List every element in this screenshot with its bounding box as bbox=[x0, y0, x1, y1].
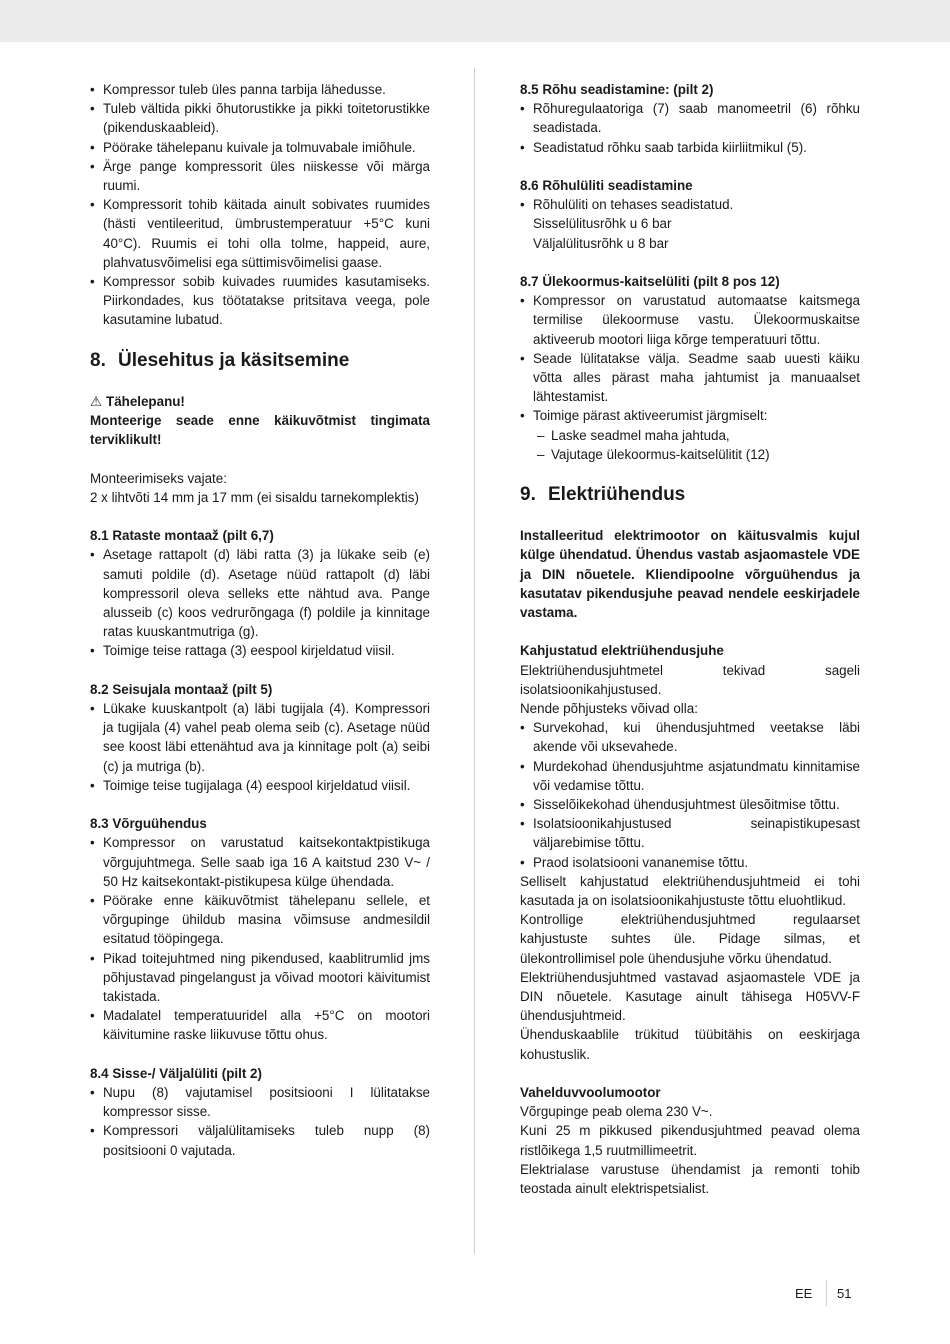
list-item: • Tuleb vältida pikki õhutorustikke ja pikki toitetorustikke (pikenduskaableid). bbox=[90, 99, 430, 137]
section-title: Ülesehitus ja käsitsemine bbox=[118, 349, 350, 371]
list-item: • Pikad toitejuhtmed ning pikendused, kaablitrumlid jms põhjustavad pingelangust ja võivad mootori käivitumist takistada. bbox=[90, 949, 430, 1007]
subsection-title: Vahelduvvoolumootor bbox=[520, 1085, 661, 1101]
list-item: • Seade lülitatakse välja. Seadme saab uuesti käiku võtta alles pärast maha jahtumist ja manuaalset lähtestamist. bbox=[520, 349, 860, 407]
list-item: • Seadistatud rõhku saab tarbida kiirliitmikul (5). bbox=[520, 138, 860, 157]
section-number: 9. bbox=[520, 484, 536, 506]
subsection-title: 8.7 Ülekoormus-kaitselüliti (pilt 8 pos 12) bbox=[520, 274, 780, 289]
list-item: • Sisselõikekohad ühendusjuhtmest ülesõitmise tõttu. bbox=[520, 795, 860, 814]
tools-label: Monteerimiseks vajate: bbox=[90, 470, 227, 486]
section-8-2 bbox=[90, 680, 430, 795]
list-item: • Lükake kuuskantpolt (a) läbi tugijala (4). Kompressori ja tugijala (4) vahel peab olema seib (c). Asetage nüüd see koost läbi ettenähtud ava ja kinnitage polt (a) seibi (c) ja mutriga (b). bbox=[90, 699, 430, 776]
paragraph: Võrgupinge peab olema 230 V~. bbox=[520, 1104, 713, 1120]
section-number: 8. bbox=[90, 349, 106, 371]
section-8-heading bbox=[90, 349, 430, 373]
subsection-title: 8.4 Sisse-/ Väljalüliti (pilt 2) bbox=[90, 1065, 262, 1081]
list-item: • Praod isolatsiooni vananemise tõttu. bbox=[520, 853, 860, 872]
list-item: • Survekohad, kui ühendusjuhtmed veetakse läbi akende või uksevahede. bbox=[520, 718, 860, 756]
list-item: – Laske seadmel maha jahtuda, bbox=[520, 426, 860, 445]
list-item: • Kompressor on varustatud automaatse kaitsmega termilise ülekoormuse vastu. Ülekoormuskaitse aktiveerub mootori liiga kõrge temperatuuri tõttu. bbox=[520, 291, 860, 349]
list-item: • Nupu (8) vajutamisel positsiooni I lülitatakse kompressor sisse. bbox=[90, 1083, 430, 1121]
intro-bullet-list bbox=[90, 80, 430, 330]
list-item: • Rõhulüliti on tehases seadistatud. bbox=[520, 195, 860, 214]
warning-block bbox=[90, 392, 430, 450]
column-divider bbox=[474, 68, 475, 1254]
paragraph: Kontrollige elektriühendusjuhtmed regulaarset kahjustuste suhtes üle. Pidage silmas, et ülekontrollimisel pole ühendusjuhe võrku ühendatud. bbox=[520, 912, 860, 966]
tools-block bbox=[90, 469, 430, 507]
footer-language: EE bbox=[795, 1286, 813, 1301]
subsection-title: 8.6 Rõhulüliti seadistamine bbox=[520, 178, 693, 193]
section-8-5 bbox=[520, 80, 860, 157]
list-item: • Kompressorit tohib käitada ainult sobivates ruumides (hästi ventileeritud, ümbrustemperatuur +5°C kuni 40°C). Ruumis ei tohi olla tolme, happeid, aure, plahvatusvõimelisi ega süttimisvõimelisi gaase. bbox=[90, 195, 430, 272]
list-item: • Kompressori väljalülitamiseks tuleb nupp (8) positsiooni 0 vajutada. bbox=[90, 1121, 430, 1159]
right-column bbox=[520, 80, 860, 1198]
paragraph: Elektriühendusjuhtmetel tekivad sageli isolatsioonikahjustused. bbox=[520, 662, 860, 697]
list-item: • Toimige teise tugijalaga (4) eespool kirjeldatud viisil. bbox=[90, 776, 430, 795]
warning-triangle-icon: ⚠ bbox=[90, 393, 103, 409]
section-8-6 bbox=[520, 176, 860, 253]
paragraph: Elektriühendusjuhtmed vastavad asjaomastele VDE ja DIN nõuetele. Kasutage ainult tähisega H05VV-F ühendusjuhtmeid. bbox=[520, 969, 860, 1024]
list-item: • Rõhuregulaatoriga (7) saab manomeetril (6) rõhku seadistada. bbox=[520, 99, 860, 137]
section-8-1 bbox=[90, 526, 430, 660]
section-8-7 bbox=[520, 272, 860, 464]
section-title: Elektriühendus bbox=[548, 484, 686, 506]
warning-text: Monteerige seade enne käikuvõtmist tingimata terviklikult! bbox=[90, 413, 430, 448]
list-item: • Kompressor tuleb üles panna tarbija lähedusse. bbox=[90, 80, 430, 99]
damaged-cable-section bbox=[520, 641, 860, 1063]
subsection-title: 8.1 Rataste montaaž (pilt 6,7) bbox=[90, 528, 274, 544]
paragraph: Selliselt kahjustatud elektriühendusjuhtmeid ei tohi kasutada ja on isolatsioonikahjustuste tõttu eluohtlikud. bbox=[520, 873, 860, 909]
list-item: • Asetage rattapolt (d) läbi ratta (3) ja lükake seib (e) samuti poldile (d). Asetage nüüd rattapolt (d) läbi kompressoril oleva selleks ette nähtud ava. Pange alusseib (c) koos vedrurõngaga (f) poldile ja kinnitage ratas kuuskantmutriga (g). bbox=[90, 545, 430, 641]
warning-title: ⚠ Tähelepanu! bbox=[90, 392, 430, 411]
paragraph: Nende põhjusteks võivad olla: bbox=[520, 701, 698, 717]
list-item: • Pöörake tähelepanu kuivale ja tolmuvabale imiõhule. bbox=[90, 138, 430, 157]
list-item: • Ärge pange kompressorit üles niiskesse või märga ruumi. bbox=[90, 157, 430, 195]
paragraph: Kuni 25 m pikkused pikendusjuhtmed peavad olema ristlõikega 1,5 ruutmillimeetrit. bbox=[520, 1123, 860, 1158]
subsection-title: 8.2 Seisujala montaaž (pilt 5) bbox=[90, 681, 273, 697]
section-9-intro: Installeeritud elektrimootor on käitusvalmis kujul külge ühendatud. Ühendus vastab asjaomastele VDE ja DIN nõuetele. Kliendipoolne võrguühendus ja kasutatav pikendusjuhe peavad nendele eeskirjadele vastama. bbox=[520, 528, 860, 621]
section-8-4 bbox=[90, 1064, 430, 1160]
paragraph: Elektrialase varustuse ühendamist ja remonti tohib teostada ainult elektrispetsialist. bbox=[520, 1161, 860, 1197]
list-item: • Isolatsioonikahjustused seinapistikupesast väljarebimise tõttu. bbox=[520, 814, 860, 852]
subsection-title: 8.5 Rõhu seadistamine: (pilt 2) bbox=[520, 82, 714, 97]
subsection-title: Kahjustatud elektriühendusjuhe bbox=[520, 643, 724, 659]
top-bar bbox=[0, 0, 950, 42]
list-item: • Murdekohad ühendusjuhtme asjatundmatu kinnitamise või vedamise tõttu. bbox=[520, 757, 860, 795]
left-column bbox=[90, 80, 430, 1160]
page-number: 51 bbox=[837, 1286, 852, 1301]
list-item: • Kompressor on varustatud kaitsekontaktpistikuga võrgujuhtmega. Selle saab iga 16 A kaitstud 230 V~ / 50 Hz kaitsekontakt-pistikupesa külge ühendada. bbox=[90, 833, 430, 891]
switch-on-pressure: Sisselülitusrõhk u 6 bar bbox=[533, 216, 672, 232]
subsection-title: 8.3 Võrguühendus bbox=[90, 816, 207, 832]
list-item: • Toimige teise rattaga (3) eespool kirjeldatud viisil. bbox=[90, 641, 430, 660]
list-item: • Toimige pärast aktiveerumist järgmiselt: bbox=[520, 406, 860, 425]
list-item: – Vajutage ülekoormus-kaitselülitit (12) bbox=[520, 445, 860, 464]
list-item: • Pöörake enne käikuvõtmist tähelepanu sellele, et võrgupinge ühildub masina võimsuse andmesildil esitatud tööpingega. bbox=[90, 891, 430, 949]
footer-divider bbox=[826, 1280, 827, 1306]
list-item: • Madalatel temperatuuridel alla +5°C on mootori käivitumine raske liikuvuse tõttu ohus. bbox=[90, 1006, 430, 1044]
section-8-3 bbox=[90, 814, 430, 1044]
switch-off-pressure: Väljalülitusrõhk u 8 bar bbox=[533, 235, 669, 251]
list-item: • Kompressor sobib kuivades ruumides kasutamiseks. Piirkondades, kus töötatakse pritsitava veega, pole kasutamine lubatud. bbox=[90, 272, 430, 330]
paragraph: Ühenduskaablile trükitud tüübitähis on eeskirjaga kohustuslik. bbox=[520, 1027, 860, 1062]
ac-motor-section bbox=[520, 1083, 860, 1198]
section-9-heading bbox=[520, 483, 860, 507]
tools-text: 2 x lihtvõti 14 mm ja 17 mm (ei sisaldu tarnekomplektis) bbox=[90, 489, 419, 505]
